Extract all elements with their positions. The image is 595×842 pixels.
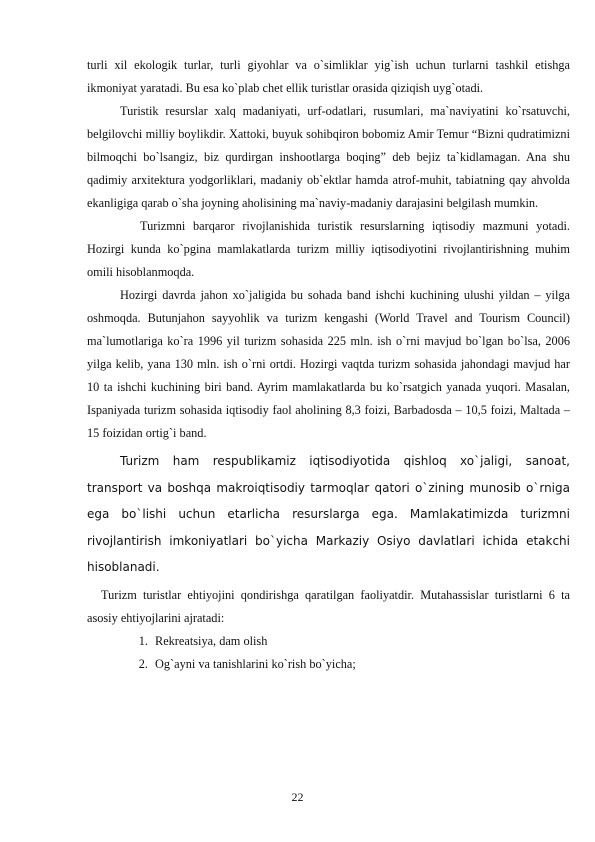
page-number: 22	[291, 790, 304, 804]
list-item: 2. Og`ayni va tanishlarini ko`rish bo`yicha;	[151, 653, 570, 676]
paragraph-world-economy: Hozirgi davrda jahon xo`jaligida bu sohada band ishchi kuchining ulushi yildan – yilga oshmoqda. Butunjahon sayyohlik va turizm kengashi (World Travel and Tourism Council) ma`lumotlariga ko`ra 1996 yil turizm sohasida 225 mln. ish o`rni mavjud bo`lgan bo`lsa, 2006 yilga kelib, yana 130 mln. ish o`rni ortdi. Hozirgi vaqtda turizm sohasida jahondagi mavjud har 10 ta ishchi kuchining biri band. Ayrim mamlakatlarda bu ko`rsatgich yanada yuqori. Masalan, Ispaniyada turizm sohasida iqtisodiy faol aholining 8,3 foizi, Barbadosda – 10,5 foizi, Maltada – 15 foizidan ortig`i band.	[87, 288, 570, 440]
list-item: 1. Rekreatsiya, dam olish	[151, 630, 570, 653]
document-page	[87, 54, 570, 676]
paragraph-ecological-types: turli xil ekologik turlar, turli giyohlar va o`simliklar yig`ish uchun turlarni tashkil etishga ikmoniyat yaratadi. Bu esa ko`plab chet ellik turistlar orasida qiziqish uyg`otadi.	[87, 58, 570, 95]
needs-list	[87, 630, 570, 676]
paragraph-tourist-resources: Turistik resurslar xalq madaniyati, urf-odatlari, rusumlari, ma`naviyatini ko`rsatuvchi, belgilovchi milliy boylikdir. Xattoki, buyuk sohibqiron bobomiz Amir Temur “Bizni qudratimizni bilmoqchi bo`lsangiz, biz qurdirgan inshootlarga boqing” deb bejiz ta`kidlamagan. Ana shu qadimiy arxitektura yodgorliklari, madaniy ob`ektlar hamda atrof-muhit, tabiatning qay ahvolda ekanligiga qarab o`sha joyning aholisining ma`naviy-madaniy darajasini belgilash mumkin.	[87, 104, 570, 210]
paragraph-republic-tourism: Turizm ham respublikamiz iqtisodiyotida qishloq xo`jaligi, sanoat, transport va boshqa makroiqtisodiy tarmoqlar qatori o`zining munosib o`rniga ega bo`lishi uchun etarlicha resurslarga ega. Mamlakatimizda turizmni rivojlantirish imkoniyatlari bo`yicha Markaziy Osiyo davlatlari ichida etakchi hisoblanadi.	[87, 454, 570, 574]
paragraph-sustainable-development: Turizmni barqaror rivojlanishida turistik resurslarning iqtisodiy mazmuni yotadi. Hozirgi kunda ko`pgina mamlakatlarda turizm milliy iqtisodiyotini rivojlantirishning muhim omili hisoblanmoqda.	[87, 219, 570, 279]
paragraph-tourist-needs: Turizm turistlar ehtiyojini qondirishga qaratilgan faoliyatdir. Mutahassislar turistlarni 6 ta asosiy ehtiyojlarini ajratadi:	[87, 587, 570, 625]
